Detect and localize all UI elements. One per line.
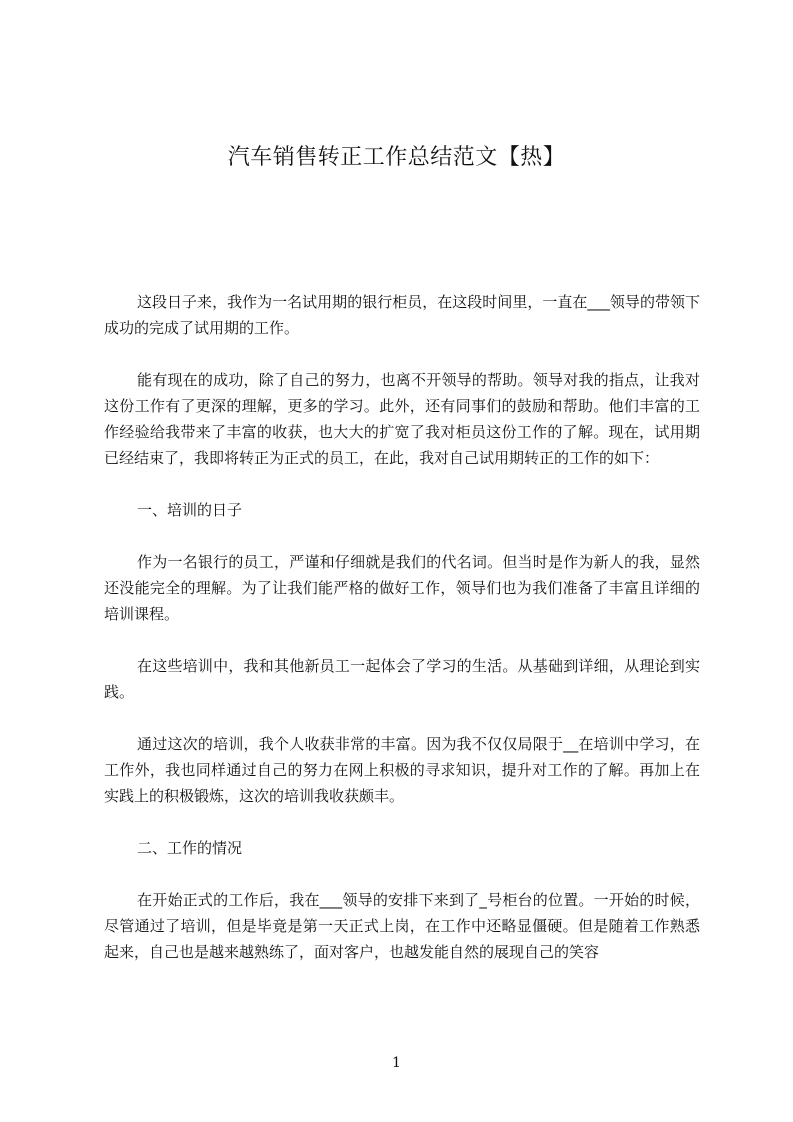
- paragraph: 作为一名银行的员工，严谨和仔细就是我们的代名词。但当时是作为新人的我，显然还没能完全的理解。为了让我们能严格的做好工作，领导们也为我们准备了丰富且详细的培训课程。: [104, 553, 700, 623]
- paragraph: 通过这次的培训，我个人收获非常的丰富。因为我不仅仅局限于__在培训中学习，在工作外，我也同样通过自己的努力在网上积极的寻求知识，提升对工作的了解。再加上在实践上的积极锻炼，这次的培训我收获颇丰。: [104, 735, 700, 805]
- section-heading: 一、培训的日子: [137, 501, 243, 519]
- paragraph: 能有现在的成功，除了自己的努力，也离不开领导的帮助。领导对我的指点，让我对这份工作有了更深的理解，更多的学习。此外，还有同事们的鼓励和帮助。他们丰富的工作经验给我带来了丰富的收获，也大大的扩宽了我对柜员这份工作的了解。现在，试用期已经结束了，我即将转正为正式的员工，在此，我对自己试用期转正的工作的如下：: [104, 371, 700, 467]
- paragraph: 在这些培训中，我和其他新员工一起体会了学习的生活。从基础到详细，从理论到实践。: [104, 657, 700, 701]
- paragraph: 这段日子来，我作为一名试用期的银行柜员，在这段时间里，一直在___领导的带领下成功的完成了试用期的工作。: [104, 293, 700, 337]
- section-heading: 二、工作的情况: [137, 839, 243, 857]
- page-number: 1: [392, 1055, 401, 1071]
- paragraph: 在开始正式的工作后，我在___领导的安排下来到了_号柜台的位置。一开始的时候，尽管通过了培训，但是毕竟是第一天正式上岗，在工作中还略显僵硬。但是随着工作熟悉起来，自己也是越来越熟练了，面对客户，也越发能自然的展现自己的笑容: [104, 891, 700, 961]
- document-title: 汽车销售转正工作总结范文【热】: [227, 145, 566, 170]
- document-body: [104, 289, 700, 991]
